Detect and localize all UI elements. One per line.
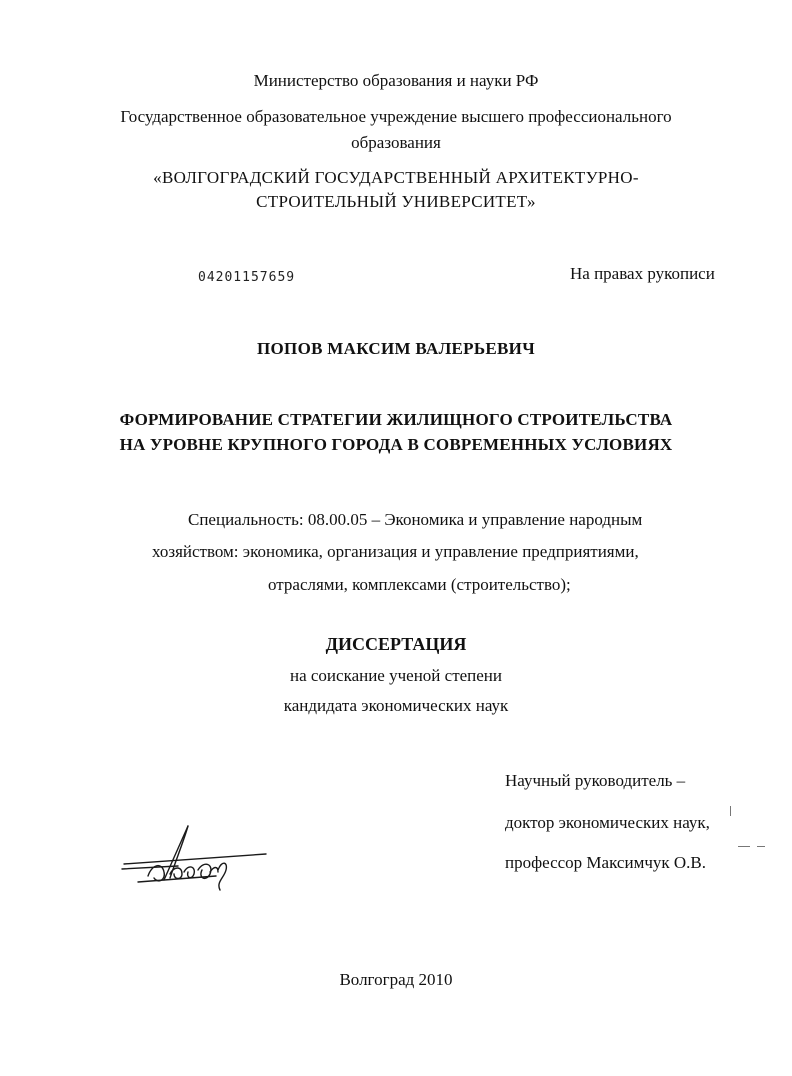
specialty-line-2: хозяйством: экономика, организация и управление предприятиями, — [152, 542, 639, 561]
author-name: ПОПОВ МАКСИМ ВАЛЕРЬЕВИЧ — [257, 339, 535, 358]
signature-icon — [118, 820, 278, 905]
supervisor-line-3: профессор Максимчук О.В. — [505, 853, 706, 872]
specialty-line-1: Специальность: 08.00.05 – Экономика и управление народным — [188, 510, 643, 529]
university-line-1: «ВОЛГОГРАДСКИЙ ГОСУДАРСТВЕННЫЙ АРХИТЕКТУРНО- — [153, 168, 639, 187]
university-line-2: СТРОИТЕЛЬНЫЙ УНИВЕРСИТЕТ» — [256, 192, 536, 211]
scan-artifact — [757, 846, 765, 847]
scan-artifact — [730, 806, 731, 816]
specialty-line-3: отраслями, комплексами (строительство); — [268, 575, 571, 594]
rights-note: На правах рукописи — [570, 264, 715, 283]
thesis-title-line-1: ФОРМИРОВАНИЕ СТРАТЕГИИ ЖИЛИЩНОГО СТРОИТЕЛЬСТВА — [119, 410, 673, 429]
city-year: Волгоград 2010 — [339, 970, 453, 989]
thesis-title-line-2: НА УРОВНЕ КРУПНОГО ГОРОДА В СОВРЕМЕННЫХ УСЛОВИЯХ — [119, 435, 673, 454]
degree-line-2: кандидата экономических наук — [283, 696, 509, 715]
supervisor-line-1: Научный руководитель – — [505, 771, 686, 790]
document-type: ДИССЕРТАЦИЯ — [325, 634, 467, 654]
institution-line-2: образования — [351, 133, 441, 152]
ministry-name: Министерство образования и науки РФ — [253, 71, 539, 90]
document-code: 04201157659 — [198, 270, 296, 285]
supervisor-line-2: доктор экономических наук, — [505, 813, 710, 832]
degree-line-1: на соискание ученой степени — [289, 666, 503, 685]
scan-artifact — [738, 846, 750, 847]
institution-line-1: Государственное образовательное учреждение высшего профессионального — [120, 107, 672, 126]
